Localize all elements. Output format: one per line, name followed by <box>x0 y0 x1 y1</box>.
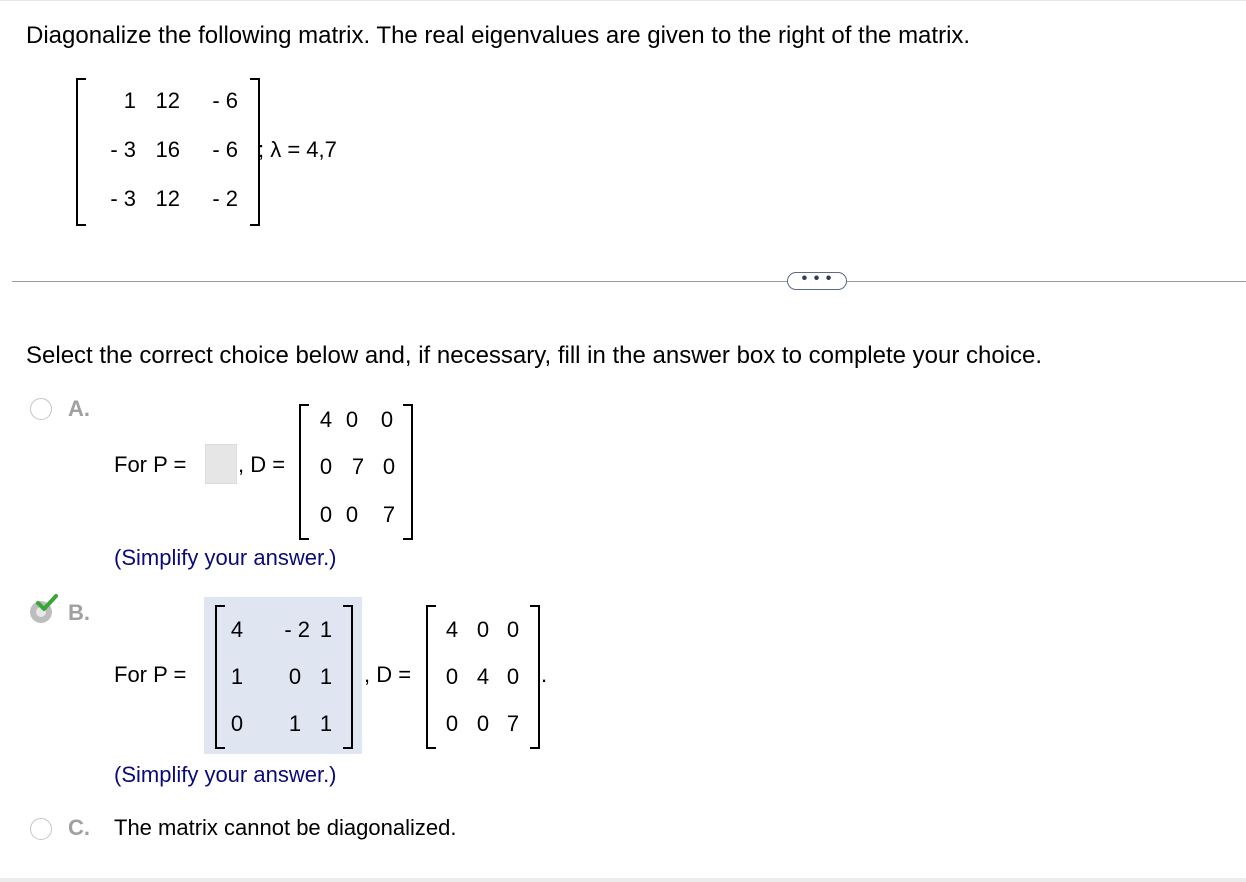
matrix-cell: 0 <box>319 454 333 479</box>
option-a-for-p-label: For P = <box>114 452 187 477</box>
instruction-text: Select the correct choice below and, if necessary, fill in the answer box to complete your choice. <box>26 342 1043 369</box>
matrix-cell: 1 <box>319 664 333 689</box>
matrix-cell: 16 <box>155 137 180 162</box>
matrix-cell: 12 <box>155 88 180 113</box>
matrix-cell: - 3 <box>110 137 136 162</box>
matrix-cell: 4 <box>319 407 333 432</box>
matrix-cell: 0 <box>345 407 359 432</box>
eigenvalues-text: ; λ = 4,7 <box>258 137 337 162</box>
matrix-cell: 4 <box>230 617 244 642</box>
matrix-cell: 7 <box>382 502 396 527</box>
matrix-cell: 12 <box>155 186 180 211</box>
matrix-cell: 1 <box>319 711 333 736</box>
matrix-cell: 0 <box>380 407 394 432</box>
matrix-cell: 0 <box>345 502 359 527</box>
checkmark-icon <box>36 594 58 612</box>
option-b-period: . <box>541 662 548 687</box>
matrix-cell: 7 <box>351 454 365 479</box>
option-b-hint: (Simplify your answer.) <box>114 762 337 787</box>
matrix-cell: 0 <box>506 664 520 689</box>
matrix-cell: - 2 <box>212 186 238 211</box>
matrix-cell: 0 <box>476 617 490 642</box>
matrix-cell: 4 <box>476 664 490 689</box>
matrix-cell: 0 <box>476 711 490 736</box>
option-a-radio[interactable] <box>30 398 52 420</box>
matrix-cell: - 6 <box>212 88 238 113</box>
left-bracket <box>426 605 436 749</box>
option-b-for-p-label: For P = <box>114 662 187 687</box>
matrix-cell: 1 <box>123 88 136 113</box>
matrix-cell: - 3 <box>110 186 136 211</box>
left-bracket <box>76 78 86 226</box>
option-b-letter: B. <box>68 600 90 625</box>
matrix-cell: 0 <box>230 711 244 736</box>
option-a-hint: (Simplify your answer.) <box>114 545 337 570</box>
matrix-cell: 4 <box>445 617 459 642</box>
option-a-p-answer-box[interactable] <box>205 444 237 484</box>
option-b-d-label: , D = <box>364 662 412 687</box>
right-bracket <box>403 404 413 540</box>
option-c-text: The matrix cannot be diagonalized. <box>114 815 457 840</box>
section-divider <box>12 281 1246 282</box>
matrix-cell: 1 <box>288 711 302 736</box>
matrix-cell: 7 <box>506 711 520 736</box>
left-bracket <box>215 605 225 749</box>
more-options-button[interactable]: • • • <box>787 272 847 290</box>
matrix-cell: 0 <box>506 617 520 642</box>
right-bracket <box>343 605 353 749</box>
matrix-cell: 0 <box>445 664 459 689</box>
matrix-cell: 0 <box>288 664 302 689</box>
matrix-cell: 0 <box>382 454 396 479</box>
top-border <box>0 0 1246 1</box>
matrix-cell: 1 <box>319 617 333 642</box>
matrix-cell: - 2 <box>284 617 310 642</box>
option-a-letter: A. <box>68 396 90 421</box>
bottom-border <box>0 878 1246 882</box>
left-bracket <box>299 404 309 540</box>
matrix-cell: 1 <box>230 664 244 689</box>
option-c-letter: C. <box>68 815 90 840</box>
matrix-cell: 0 <box>319 502 333 527</box>
right-bracket <box>530 605 540 749</box>
option-a-d-label: , D = <box>238 452 286 477</box>
matrix-cell: - 6 <box>212 137 238 162</box>
option-c-radio[interactable] <box>30 818 52 840</box>
matrix-cell: 0 <box>445 711 459 736</box>
question-text: Diagonalize the following matrix. The real eigenvalues are given to the right of the matrix. <box>26 22 971 49</box>
